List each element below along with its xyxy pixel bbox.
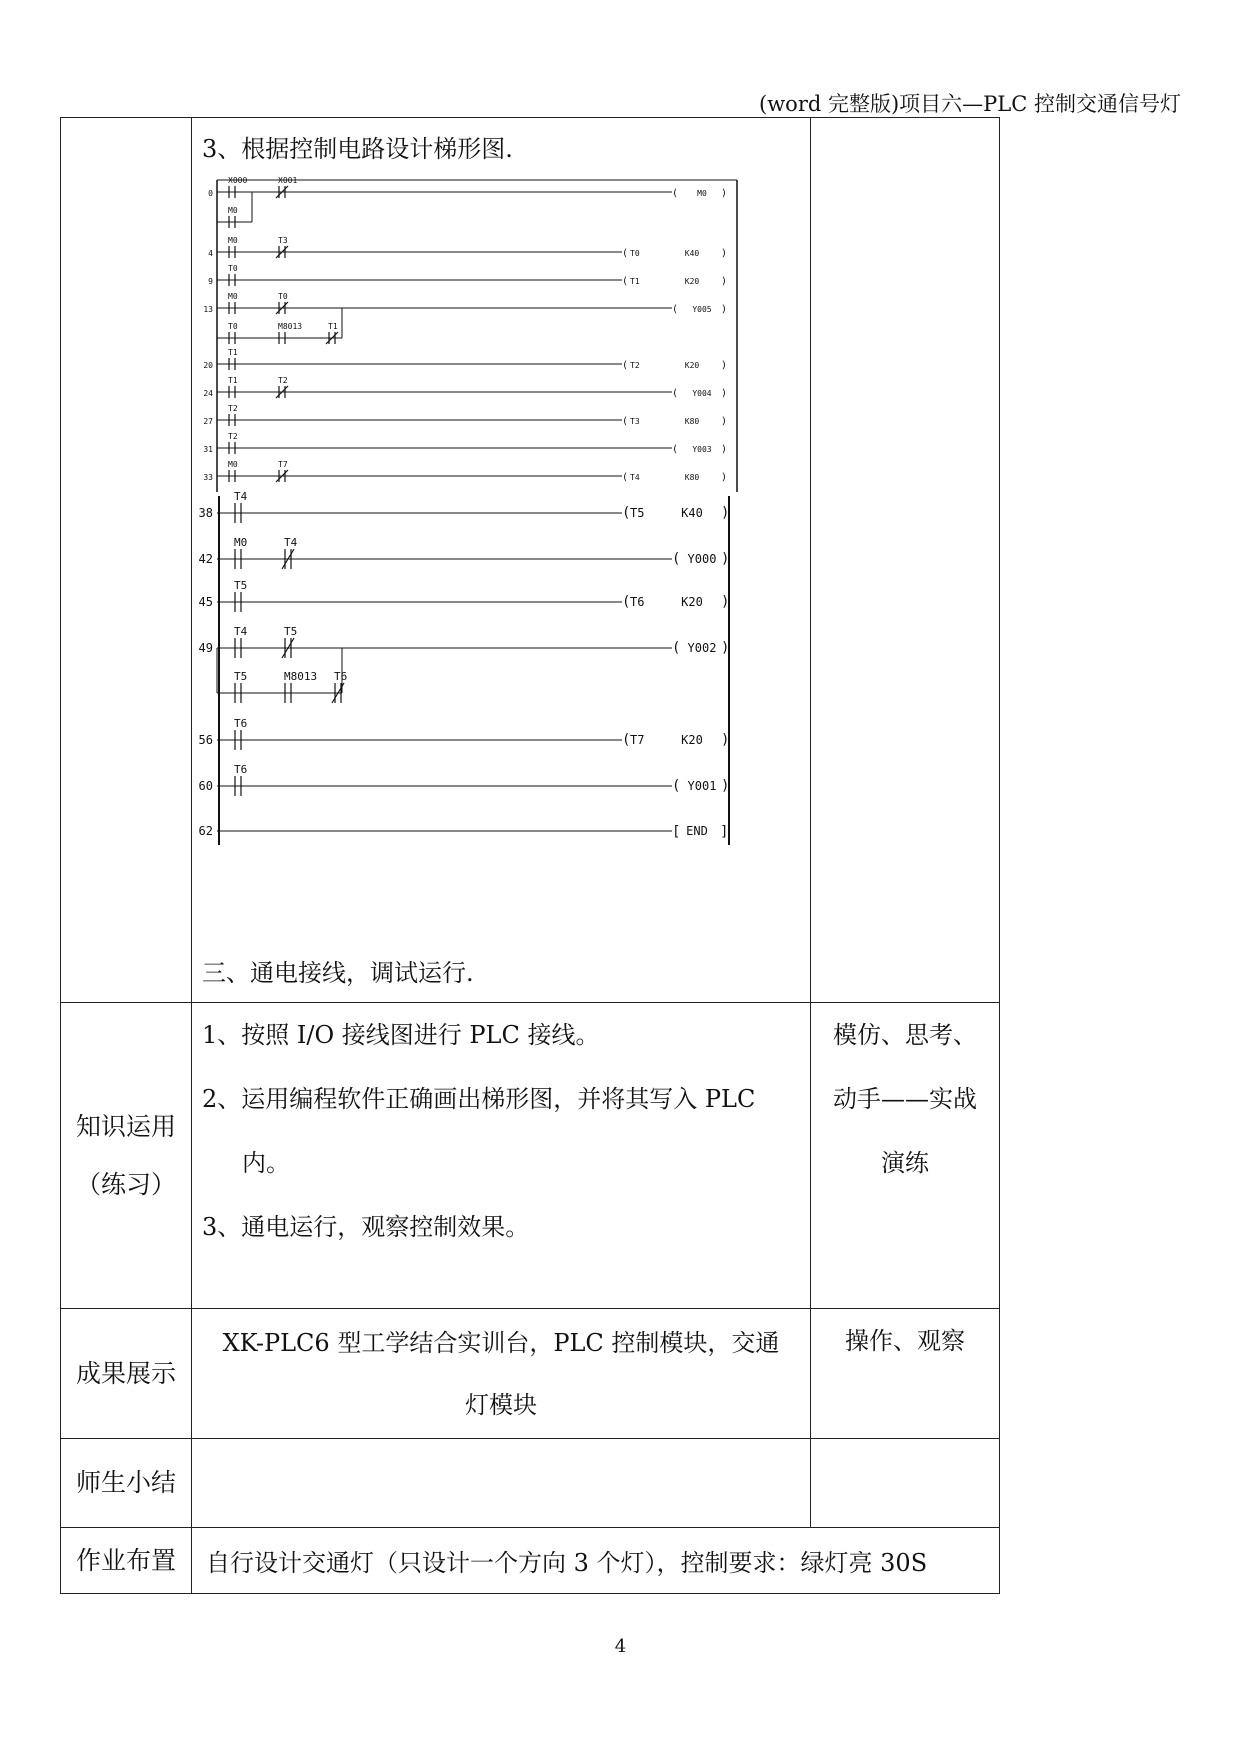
rung-33-coil-label: T4: [630, 473, 640, 482]
rung-13-contact-1-label: T0: [278, 292, 288, 301]
section3-text: 三、通电接线，调试运行.: [202, 959, 474, 987]
rung-20-coil-close: ): [721, 360, 728, 371]
rung-33-address: 33: [203, 473, 213, 482]
lesson-table: [60, 117, 1000, 1594]
page-number: 4: [614, 1636, 627, 1657]
rung-24-coil-open: (: [672, 388, 679, 399]
rung-24-coil-close: ): [721, 388, 728, 399]
knowledge-content: [192, 1003, 811, 1309]
rung-9-timer-k: K20: [684, 277, 700, 286]
rung-24-coil-label: Y004: [692, 389, 712, 398]
results-content: [192, 1309, 811, 1439]
rung-27-contact-0-label: T2: [228, 404, 238, 413]
knowledge-label: [61, 1003, 192, 1309]
rung-20-contact-0-label: T1: [228, 348, 238, 357]
rung-38-coil-close: ): [721, 505, 730, 521]
rung-33-contact-1-label: T7: [278, 460, 288, 469]
running-header: (word 完整版)项目六—PLC 控制交通信号灯: [759, 92, 1181, 116]
rung-33-timer-k: K80: [684, 473, 700, 482]
rung-20-coil-label: T2: [630, 361, 640, 370]
rung-45-coil-open: (: [622, 594, 631, 610]
rung-56-coil-label: T7: [630, 733, 645, 747]
knowledge-label-line1: 知识运用: [75, 1111, 176, 1141]
homework-row: [61, 1528, 1000, 1594]
rung-31-coil-label: Y003: [692, 445, 712, 454]
rung-31-coil-open: (: [672, 444, 679, 455]
rung-49-address: 49: [198, 641, 213, 655]
knowledge-item-2b: 内。: [242, 1149, 290, 1177]
knowledge-item-2a: 2、运用编程软件正确画出梯形图，并将其写入 PLC: [202, 1085, 756, 1113]
rung-0-coil-open: (: [672, 188, 679, 199]
rung-45-contact-0-label: T5: [234, 579, 248, 592]
rung-62-coil-label: END: [686, 824, 708, 838]
rung-49-coil-close: ): [721, 640, 730, 656]
ladder-diagram: [198, 176, 802, 940]
rung-49-branch-contact-0-label: T5: [234, 670, 248, 683]
knowledge-item-1: 1、按照 I/O 接线图进行 PLC 接线。: [202, 1021, 600, 1049]
rung-49-branch-contact-1-label: M8013: [284, 670, 318, 683]
knowledge-method-line2: 动手——实战: [833, 1085, 977, 1113]
rung-42-contact-0-label: M0: [234, 536, 248, 549]
rung-62-end-open: [: [672, 824, 681, 840]
knowledge-row: [61, 1003, 1000, 1309]
rung-45-coil-label: T6: [630, 595, 645, 609]
rung-0-branch-contact-0-label: M0: [228, 206, 238, 215]
rung-56-coil-close: ): [721, 732, 730, 748]
rung-49-coil-label: Y002: [687, 641, 717, 655]
results-label: 成果展示: [61, 1309, 192, 1439]
knowledge-item-3: 3、通电运行，观察控制效果。: [202, 1213, 530, 1241]
rung-62-address: 62: [198, 824, 213, 838]
rung-27-coil-open: (: [622, 416, 629, 427]
rung-38-coil-open: (: [622, 505, 631, 521]
rung-24-address: 24: [203, 389, 213, 398]
homework-label: 作业布置: [61, 1528, 192, 1594]
homework-text: 自行设计交通灯（只设计一个方向 3 个灯），控制要求：绿灯亮 30S: [192, 1528, 1000, 1594]
rung-56-contact-0-label: T6: [234, 717, 248, 730]
knowledge-method: [811, 1003, 1000, 1309]
rung-9-contact-0-label: T0: [228, 264, 238, 273]
rung-49-branch-contact-2-label: T6: [334, 670, 348, 683]
rung-42-contact-1-label: T4: [284, 536, 298, 549]
rung-27-timer-k: K80: [684, 417, 700, 426]
rung-60-contact-0-label: T6: [234, 763, 248, 776]
rung-62-end-close: ]: [720, 824, 729, 840]
rung-49-contact-1-label: T5: [284, 625, 298, 638]
step3-text: 3、根据控制电路设计梯形图.: [202, 135, 513, 163]
rung-38-coil-label: T5: [630, 506, 645, 520]
ladder-row-label: [61, 118, 192, 1003]
results-line1: XK-PLC6 型工学结合实训台，PLC 控制模块，交通: [222, 1328, 780, 1357]
rung-9-coil-close: ): [721, 276, 728, 287]
results-row: [61, 1309, 1000, 1439]
rung-13-branch-contact-1-label: M8013: [278, 322, 303, 331]
rung-24-contact-1-label: T2: [278, 376, 288, 385]
knowledge-label-line2: （练习）: [75, 1169, 176, 1199]
rung-0-contact-1-label: X001: [278, 176, 298, 185]
rung-20-coil-open: (: [622, 360, 629, 371]
rung-42-coil-open: (: [672, 551, 681, 567]
rung-33-contact-0-label: M0: [228, 460, 238, 469]
rung-9-coil-label: T1: [630, 277, 640, 286]
rung-45-address: 45: [198, 595, 213, 609]
rung-13-coil-label: Y005: [692, 305, 712, 314]
knowledge-method-line3: 演练: [881, 1149, 929, 1177]
rung-4-contact-1-label: T3: [278, 236, 288, 245]
rung-13-contact-0-label: M0: [228, 292, 238, 301]
rung-49-coil-open: (: [672, 640, 681, 656]
summary-label: 师生小结: [61, 1439, 192, 1528]
rung-0-contact-0-label: X000: [228, 176, 248, 185]
rung-42-coil-close: ): [721, 551, 730, 567]
rung-33-coil-open: (: [622, 472, 629, 483]
rung-0-coil-label: M0: [697, 189, 707, 198]
results-method: 操作、观察: [811, 1309, 1000, 1439]
rung-13-coil-close: ): [721, 304, 728, 315]
rung-31-address: 31: [203, 445, 213, 454]
rung-49-contact-0-label: T4: [234, 625, 248, 638]
summary-row: [61, 1439, 1000, 1528]
ladder-cell: [192, 118, 811, 1003]
rung-45-coil-close: ): [721, 594, 730, 610]
rung-27-coil-label: T3: [630, 417, 640, 426]
rung-0-address: 0: [208, 189, 213, 198]
rung-38-contact-0-label: T4: [234, 490, 248, 503]
rung-4-coil-label: T0: [630, 249, 640, 258]
rung-27-address: 27: [203, 417, 213, 426]
rung-20-timer-k: K20: [684, 361, 700, 370]
knowledge-method-line1: 模仿、思考、: [833, 1021, 977, 1049]
rung-4-timer-k: K40: [684, 249, 700, 258]
rung-13-coil-open: (: [672, 304, 679, 315]
ladder-row: [61, 118, 1000, 1003]
rung-56-address: 56: [198, 733, 213, 747]
rung-13-address: 13: [203, 305, 213, 314]
rung-38-address: 38: [198, 506, 213, 520]
rung-0-coil-close: ): [721, 188, 728, 199]
rung-33-coil-close: ): [721, 472, 728, 483]
rung-13-branch-contact-0-label: T0: [228, 322, 238, 331]
rung-20-address: 20: [203, 361, 213, 370]
summary-content: [192, 1439, 811, 1528]
rung-60-address: 60: [198, 779, 213, 793]
rung-45-timer-k: K20: [681, 595, 703, 609]
rung-24-contact-0-label: T1: [228, 376, 238, 385]
rung-4-coil-close: ): [721, 248, 728, 259]
rung-9-address: 9: [208, 277, 213, 286]
rung-42-coil-label: Y000: [687, 552, 717, 566]
rung-60-coil-close: ): [721, 778, 730, 794]
rung-27-coil-close: ): [721, 416, 728, 427]
ladder-row-method: [811, 118, 1000, 1003]
summary-method: [811, 1439, 1000, 1528]
rung-38-timer-k: K40: [681, 506, 703, 520]
rung-60-coil-label: Y001: [687, 779, 717, 793]
rung-4-coil-open: (: [622, 248, 629, 259]
rung-56-coil-open: (: [622, 732, 631, 748]
rung-4-address: 4: [208, 249, 213, 258]
rung-42-address: 42: [198, 552, 213, 566]
rung-56-timer-k: K20: [681, 733, 703, 747]
rung-9-coil-open: (: [622, 276, 629, 287]
rung-4-contact-0-label: M0: [228, 236, 238, 245]
rung-13-branch-contact-2-label: T1: [328, 322, 338, 331]
rung-31-contact-0-label: T2: [228, 432, 238, 441]
rung-60-coil-open: (: [672, 778, 681, 794]
rung-31-coil-close: ): [721, 444, 728, 455]
results-line2: 灯模块: [465, 1390, 537, 1419]
